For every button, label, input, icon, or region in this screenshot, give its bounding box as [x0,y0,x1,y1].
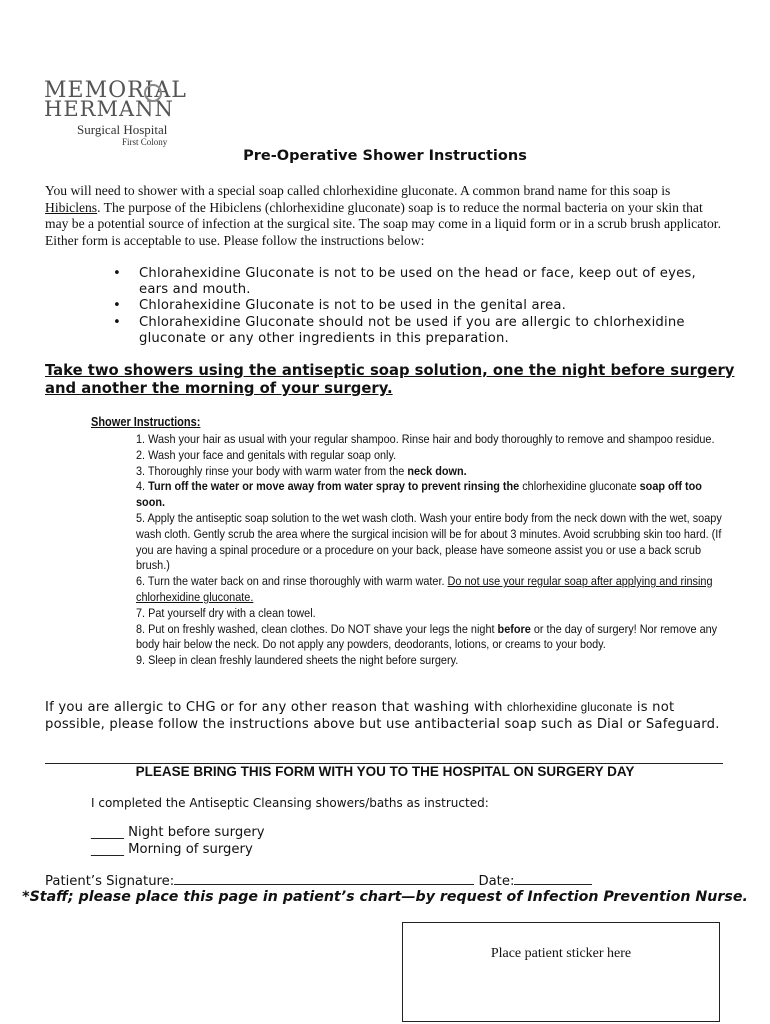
allergy-note [45,700,725,733]
warning-item: • Chlorahexidine Gluconate should not be used if you are allergic to chlorhexidine gluconate or any other ingredients in this preparation. [113,315,723,347]
step-4 [136,479,725,511]
intro-brand: Hibiclens [45,199,98,215]
date-label: Date: [478,874,515,889]
logo-location: First Colony [122,137,168,147]
logo-line2: HERMANN [44,97,174,121]
patient-sticker-box[interactable] [402,922,720,1022]
step-6-underline: Do not use your regular soap after applying and rinsing chlorhexidine gluconate. [136,574,713,604]
intro-text-2: . The purpose of the Hibiclens (chlorhexidine gluconate) soap is to reduce the normal bacteria on your skin that may be a potential source of infection at the surgical site. The soap may come in a liquid form or in a scrub brush applicator. Either form is acceptable to use. Please follow the instructions below: [45,199,721,248]
warning-list [113,266,723,347]
staff-note: *Staff; please place this page in patient’s chart—by request of Infection Prevention Nurse. [22,889,748,905]
allergy-chg: chlorhexidine gluconate [507,702,633,714]
step-4-bold-end: soap off too soon. [136,479,702,510]
sticker-label: Place patient sticker here [490,946,632,961]
step-4-text: chlorhexidine gluconate [519,479,640,494]
step-3-text: 3. Thoroughly rinse your body with warm water from the [136,463,408,478]
step-9: 9. Sleep in clean freshly laundered sheets the night before surgery. [136,653,459,668]
step-8-bold: before [497,621,531,636]
checklist-night[interactable]: _____ Night before surgery [91,825,265,840]
warning-item: • Chlorahexidine Gluconate is not to be used in the genital area. [113,298,723,314]
step-5: 5. Apply the antiseptic soap solution to the wet wash cloth. Wash your entire body from the neck down with the wet, soapy wash cloth. Gently scrub the area where the surgical incision will be for about 3 minutes. Avoid scrubbing skin too hard. (If you are having a spinal procedure or a procedure on your back, please have someone assist you or use a back scrub brush.) [136,510,722,573]
step-6 [136,574,725,606]
shower-steps [136,432,725,669]
allergy-text-2: is not possible, please follow the instructions above but use antibacterial soap such as Dial or Safeguard. [45,700,720,732]
checklist-morning[interactable]: _____ Morning of surgery [91,842,253,857]
bring-form-notice: PLEASE BRING THIS FORM WITH YOU TO THE HOSPITAL ON SURGERY DAY [135,764,635,779]
logo-line1: MEMORIAL [44,78,187,103]
signature-label: Patient’s Signature: [45,874,175,889]
step-8 [136,622,725,654]
shower-instructions-heading: Shower Instructions: [91,415,201,429]
step-3-bold: neck down. [407,463,467,478]
page-title: Pre-Operative Shower Instructions [243,148,527,164]
step-8-text-end: or the day of surgery! Nor remove any body hair below the neck. Do not apply any powders, deodorants, lotions, or creams to your body. [136,621,718,652]
signature-row [45,872,592,889]
two-showers-heading: Take two showers using the antiseptic soap solution, one the night before surgery and another the morning of your surgery. [45,362,735,397]
hospital-logo [44,78,187,150]
date-field[interactable] [514,872,592,885]
step-4-bold: Turn off the water or move away from water spray to prevent rinsing the [148,479,520,494]
step-8-text: 8. Put on freshly washed, clean clothes. Do NOT shave your legs the night [136,621,498,636]
completed-statement: I completed the Antiseptic Cleansing showers/baths as instructed: [91,796,489,810]
logo-ring-icon [144,84,162,102]
signature-field[interactable] [174,872,474,885]
step-3 [136,464,725,480]
step-6-text: 6. Turn the water back on and rinse thoroughly with warm water. [136,574,448,589]
step-1: 1. Wash your hair as usual with your regular shampoo. Rinse hair and body thoroughly to remove and shampoo residue. [136,432,715,446]
step-7: 7. Pat yourself dry with a clean towel. [136,605,316,620]
step-4-num: 4. [136,479,149,494]
step-2: 2. Wash your face and genitals with regular soap only. [136,447,397,462]
warning-item: • Chlorahexidine Gluconate is not to be used on the head or face, keep out of eyes, ears and mouth. [113,266,723,298]
intro-paragraph [45,183,725,249]
intro-text-1: You will need to shower with a special soap called chlorhexidine gluconate. A common brand name for this soap is [45,183,671,198]
allergy-text-1: If you are allergic to CHG or for any other reason that washing with [45,700,508,715]
logo-subtitle: Surgical Hospital [77,122,168,137]
